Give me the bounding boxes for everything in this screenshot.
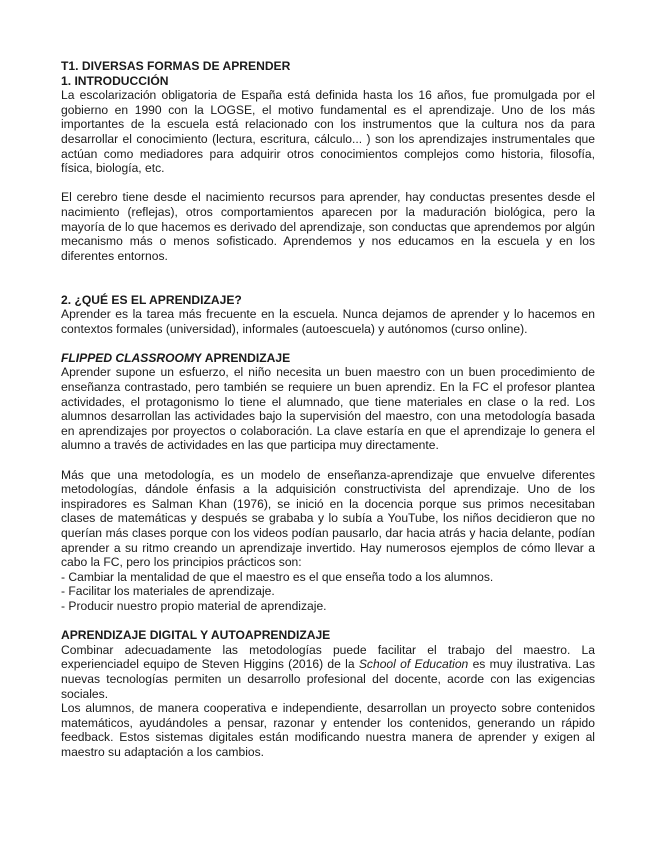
section-spacer [61,336,595,351]
text-run: es muy ilustrativa. Las nuevas tecnologías permiten un desarrollo profesional del docente, acorde con las exigencias sociales. [61,657,596,701]
section-heading-introduccion: 1. INTRODUCCIÓN [61,73,169,88]
paragraph-spacer [61,453,595,468]
list-item: - Cambiar la mentalidad de que el maestro es el que enseña todo a los alumnos. [61,569,494,584]
paragraph: El cerebro tiene desde el nacimiento recursos para aprender, hay conductas presentes desde el nacimiento (reflejas), otros comportamientos aparecen por la maduración biológica, pero la mayoría de lo que hacemos es derivado del aprendizaje, son conductas que aprendemos por algún mecanismo más o menos sofisticado. Aprendemos y nos educamos en la escuela y en los diferentes entornos. [61,190,595,263]
document-page [61,59,595,760]
section-spacer [61,263,595,292]
list-item: - Facilitar los materiales de aprendizaje. [61,584,275,599]
paragraph: Más que una metodología, es un modelo de enseñanza-aprendizaje que envuelve diferentes metodologías, dándole énfasis a la adquisición constructivista del aprendizaje. Uno de los inspiradores es Salman Khan (1976), se inició en la docencia porque sus primos necesitaban clases de matemáticas y después se grababa y lo subía a YouTube, los niños decidieron que no querían más clases porque con los videos podían pausarlo, dar hacia atrás y hacia delante, podían aprender a su ritmo creando un aprendizaje invertido. Hay numerosos ejemplos de cómo llevar a cabo la FC, pero los principios prácticos son: [61,467,595,570]
paragraph: La escolarización obligatoria de España está definida hasta los 16 años, fue promulgada por el gobierno en 1990 con la LOGSE, el motivo fundamental es el aprendizaje. Uno de los más importantes de la escuela está relacionado con los instrumentos que la cultura nos da para desarrollar el conocimiento (lectura, escritura, cálculo... ) son los aprendizajes instrumentales que actúan como mediadores para adquirir otros conocimientos complejos como historia, filosofía, física, biología, etc. [61,88,595,176]
paragraph-spacer [61,176,595,191]
paragraph [61,643,595,701]
section-heading-flipped [61,351,595,366]
section-heading-que-es: 2. ¿QUÉ ES EL APRENDIZAJE? [61,292,242,307]
section-heading-digital: APRENDIZAJE DIGITAL Y AUTOAPRENDIZAJE [61,628,331,643]
section-spacer [61,614,595,629]
paragraph: Aprender es la tarea más frecuente en la escuela. Nunca dejamos de aprender y lo hacemos en contextos formales (universidad), informales (autoescuela) y autónomos (curso online). [61,307,595,336]
text-run: Combinar adecuadamente las metodologías puede facilitar el trabajo del maestro. La experienciadel equipo de Steven Higgins (2016) de la [61,642,595,672]
paragraph: Los alumnos, de manera cooperativa e independiente, desarrollan un proyecto sobre contenidos matemáticos, ayudándoles a pensar, razonar y entender los contenidos, generando un rápido feedback. Estos sistemas digitales están modificando nuestra manera de aprender y exigen al maestro su adaptación a los cambios. [61,701,595,759]
list-item: - Producir nuestro propio material de aprendizaje. [61,598,327,613]
paragraph: Aprender supone un esfuerzo, el niño necesita un buen maestro con un buen procedimiento de enseñanza contrastado, pero también se requiere un buen aprendiz. En la FC el profesor plantea actividades, el protagonismo lo tiene el alumnado, que tiene materiales en clase o la red. Los alumnos desarrollan las actividades bajo la supervisión del maestro, con una metodología basada en aprendizajes por proyectos o colaboración. La clave estaría en que el aprendizaje lo genera el alumno a través de actividades en las que participa muy directamente. [61,365,595,453]
document-title: T1. DIVERSAS FORMAS DE APRENDER [61,59,291,73]
text-run-italic: School of Education [358,657,469,672]
heading-rest-part: Y APRENDIZAJE [194,350,291,365]
principles-list [61,570,595,614]
heading-italic-part: FLIPPED CLASSROOM [61,350,195,365]
